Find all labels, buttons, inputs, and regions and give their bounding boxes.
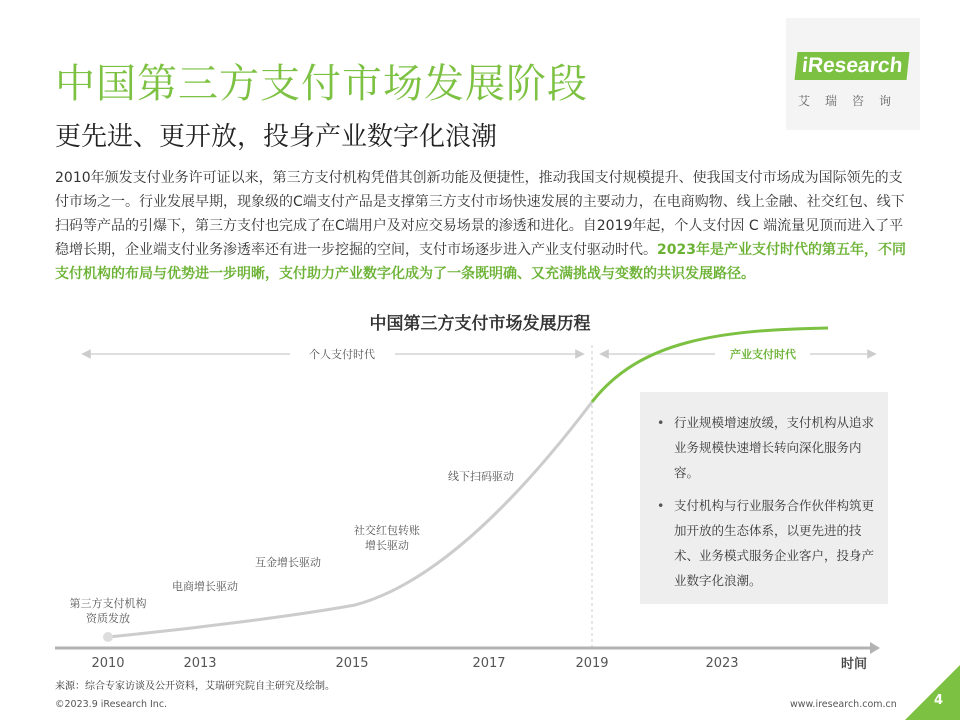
intro-highlight: 2023年是产业支付时代的第五年，不同支付机构的布局与优势进一步明晰，支付助力产业数字化成为了一条既明确、又充满挑战与变数的共识发展路径。 (55, 242, 906, 282)
website-link[interactable]: www.iresearch.com.cn (790, 699, 897, 710)
growth-curve-personal (108, 402, 592, 637)
info-bullet: • 行业规模增速放缓，支付机构从追求业务规模快速增长转向深化服务内容。 (674, 410, 874, 485)
corner-decoration (905, 665, 960, 720)
stage-label-social-2: 增长驱动 (365, 539, 409, 552)
stage-label-offline-qr: 线下扫码驱动 (448, 470, 514, 483)
stage-label-social-1: 社交红包转账 (354, 524, 420, 537)
start-point (103, 632, 113, 642)
stage-label-ecommerce: 电商增长驱动 (172, 580, 238, 593)
page-title: 中国第三方支付市场发展阶段 (55, 61, 588, 107)
industry-era-info-box (640, 392, 888, 604)
iresearch-logo: iResearch (795, 52, 910, 80)
page-number: 4 (934, 693, 944, 708)
year-label: 2023 (705, 656, 739, 671)
year-label: 2017 (472, 656, 506, 671)
diagram-title: 中国第三方支付市场发展历程 (369, 314, 591, 334)
info-bullet-list (640, 392, 888, 593)
copyright: ©2023.9 iResearch Inc. (55, 699, 168, 710)
iresearch-logo-cn: 艾瑞咨询 (798, 94, 907, 108)
axis-title-time: 时间 (840, 657, 868, 672)
intro-text: 2010年颁发支付业务许可证以来，第三方支付机构凭借其创新功能及便捷性，推动我国支付规模提升、使我国支付市场成为国际领先的支付市场之一。行业发展早期，现象级的C端支付产品是支撑第三方支付市场快速发展的主要动力，在电商购物、线上金融、社交红包、线下扫码等产品的引爆下，第三方支付也完成了在C端用户及对应交易场景的渗透和进化。自2019年起，个人支付因 C 端流量见顶而进入了平稳增长期，企业端支付业务渗透率还有进一步挖掘的空间，支付市场逐步进入产业支付驱动时代。 (55, 170, 905, 258)
year-label: 2010 (91, 656, 125, 671)
era-label-industry: 产业支付时代 (730, 348, 796, 361)
era-label-personal: 个人支付时代 (309, 348, 375, 361)
stage-label-licensing-1: 第三方支付机构 (69, 597, 147, 610)
year-label: 2013 (183, 656, 217, 671)
source-note: 来源：综合专家访谈及公开资料，艾瑞研究院自主研究及绘制。 (55, 681, 335, 692)
page-subtitle: 更先进、更开放，投身产业数字化浪潮 (55, 122, 498, 152)
time-axis-arrow (870, 642, 880, 654)
year-label: 2019 (575, 656, 609, 671)
year-label: 2015 (335, 656, 369, 671)
growth-curve-industry (592, 328, 828, 402)
stage-label-internet-finance: 互金增长驱动 (255, 556, 321, 569)
info-bullet: • 支付机构与行业服务合作伙伴构筑更加开放的生态体系，以更先进的技术、业务模式服务企业客户，投身产业数字化浪潮。 (674, 493, 874, 593)
stage-label-licensing-2: 资质发放 (86, 612, 130, 625)
